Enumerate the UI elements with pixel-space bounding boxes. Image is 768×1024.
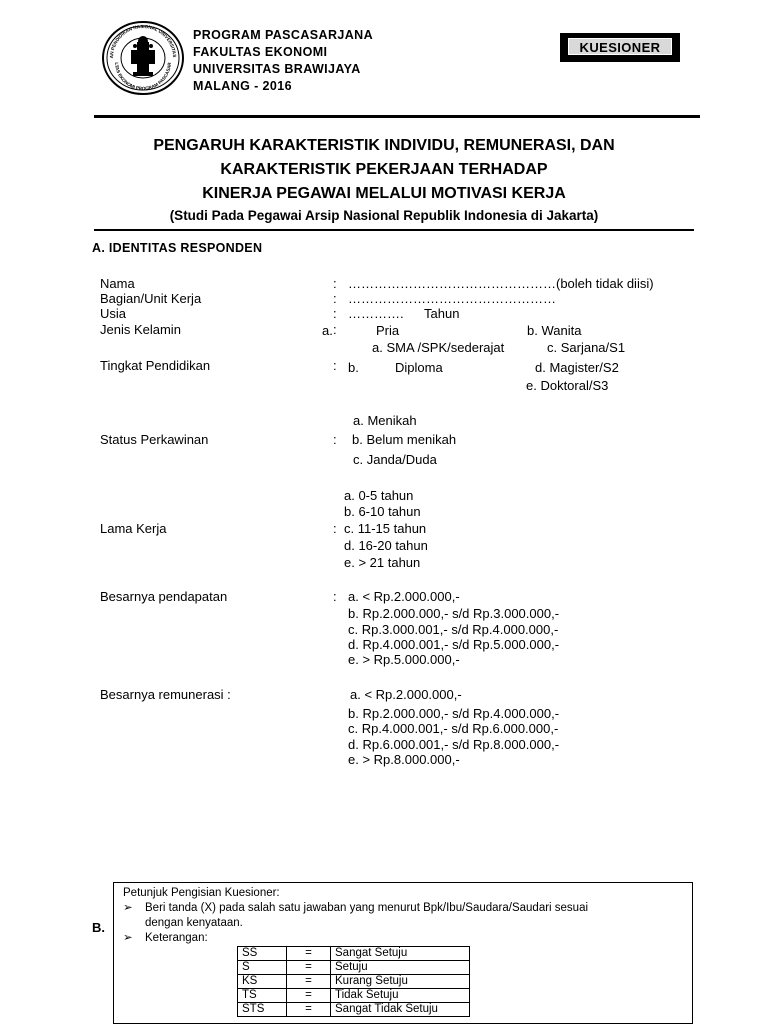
option-wanita[interactable]: b. Wanita bbox=[527, 323, 582, 338]
option-menikah[interactable]: a. Menikah bbox=[353, 413, 417, 428]
bullet-arrow-icon: ➢ bbox=[123, 932, 133, 944]
university-logo bbox=[101, 20, 185, 96]
instruction-line: dengan kenyataan. bbox=[145, 917, 243, 929]
nama-label: Nama bbox=[100, 276, 135, 291]
pendapatan-label: Besarnya pendapatan bbox=[100, 589, 228, 604]
colon: : bbox=[333, 322, 337, 337]
petunjuk-title: Petunjuk Pengisian Kuesioner: bbox=[123, 887, 280, 899]
scale-desc: Sangat Tidak Setuju bbox=[331, 1003, 470, 1017]
option-pria[interactable]: Pria bbox=[376, 323, 400, 338]
option-remunerasi[interactable]: e. > Rp.8.000.000,- bbox=[348, 752, 460, 767]
institution-block bbox=[193, 27, 373, 95]
colon: : bbox=[333, 276, 337, 291]
option-magister[interactable]: d. Magister/S2 bbox=[535, 360, 619, 375]
lama-kerja-label: Lama Kerja bbox=[100, 521, 167, 536]
option-belum-menikah[interactable]: b. Belum menikah bbox=[352, 432, 457, 447]
option-pendapatan[interactable]: c. Rp.3.000.001,- s/d Rp.4.000.000,- bbox=[348, 622, 559, 637]
option-lama-kerja[interactable]: c. 11-15 tahun bbox=[344, 521, 427, 536]
option-marker: b. bbox=[348, 360, 359, 375]
perkawinan-label: Status Perkawinan bbox=[100, 432, 209, 447]
scale-desc: Tidak Setuju bbox=[331, 989, 470, 1003]
logo-text-bottom: LTAS EKONOMI PROGRAM PASCASAR bbox=[113, 62, 173, 92]
pendidikan-label: Tingkat Pendidikan bbox=[100, 358, 211, 373]
scale-eq: = bbox=[287, 961, 331, 975]
option-doktoral[interactable]: e. Doktoral/S3 bbox=[526, 378, 609, 393]
option-remunerasi[interactable]: b. Rp.2.000.000,- s/d Rp.4.000.000,- bbox=[348, 706, 560, 721]
subtitle: (Studi Pada Pegawai Arsip Nasional Republik Indonesia di Jakarta) bbox=[169, 208, 599, 223]
table-row bbox=[238, 1003, 470, 1017]
instruction-line: Beri tanda (X) pada salah satu jawaban yang menurut Bpk/Ibu/Saudara/Saudari sesuai bbox=[145, 902, 589, 914]
scale-eq: = bbox=[287, 1003, 331, 1017]
option-lama-kerja[interactable]: a. 0-5 tahun bbox=[344, 488, 414, 503]
bagian-field[interactable]: ………………………………………… bbox=[348, 291, 556, 306]
option-pendapatan[interactable]: e. > Rp.5.000.000,- bbox=[348, 652, 460, 667]
option-lama-kerja[interactable]: d. 16-20 tahun bbox=[344, 538, 428, 553]
option-remunerasi[interactable]: c. Rp.4.000.001,- s/d Rp.6.000.000,- bbox=[348, 721, 559, 736]
institution-line: FAKULTAS EKONOMI bbox=[193, 45, 328, 59]
nama-field[interactable]: …………………………………………(boleh tidak diisi) bbox=[348, 276, 654, 291]
table-row bbox=[238, 989, 470, 1003]
table-row bbox=[238, 975, 470, 989]
colon: : bbox=[333, 358, 337, 373]
title-line: KARAKTERISTIK PEKERJAAN TERHADAP bbox=[220, 161, 548, 178]
table-row bbox=[238, 961, 470, 975]
option-sma[interactable]: a. SMA /SPK/sederajat bbox=[372, 340, 505, 355]
option-remunerasi[interactable]: d. Rp.6.000.001,- s/d Rp.8.000.000,- bbox=[348, 737, 560, 752]
scale-legend-table bbox=[237, 946, 470, 1017]
scale-eq: = bbox=[287, 947, 331, 961]
usia-label: Usia bbox=[100, 306, 127, 321]
option-janda-duda[interactable]: c. Janda/Duda bbox=[353, 452, 437, 467]
option-pendapatan[interactable]: b. Rp.2.000.000,- s/d Rp.3.000.000,- bbox=[348, 606, 560, 621]
institution-line: UNIVERSITAS BRAWIJAYA bbox=[193, 62, 361, 76]
scale-code: SS bbox=[238, 947, 287, 961]
bullet-arrow-icon: ➢ bbox=[123, 902, 133, 914]
logo-text-top: AN PENDIDIKAN NASIONAL UNIVERSITAS bbox=[108, 23, 178, 59]
institution-line: MALANG - 2016 bbox=[193, 79, 292, 93]
usia-field[interactable]: …………. bbox=[348, 306, 404, 321]
option-diploma[interactable]: Diploma bbox=[395, 360, 443, 375]
colon: : bbox=[333, 432, 337, 447]
option-lama-kerja[interactable]: e. > 21 tahun bbox=[344, 555, 421, 570]
scale-code: S bbox=[238, 961, 287, 975]
scale-code: STS bbox=[238, 1003, 287, 1017]
colon: : bbox=[333, 291, 337, 306]
header-divider bbox=[94, 115, 700, 118]
colon: : bbox=[333, 306, 337, 321]
title-line: PENGARUH KARAKTERISTIK INDIVIDU, REMUNERASI, DAN bbox=[153, 137, 615, 154]
option-marker: a. bbox=[322, 323, 333, 338]
title-line: KINERJA PEGAWAI MELALUI MOTIVASI KERJA bbox=[202, 185, 566, 202]
bagian-label: Bagian/Unit Kerja bbox=[100, 291, 202, 306]
option-sarjana[interactable]: c. Sarjana/S1 bbox=[547, 340, 626, 355]
jenis-kelamin-label: Jenis Kelamin bbox=[100, 322, 181, 337]
scale-desc: Kurang Setuju bbox=[331, 975, 470, 989]
keterangan-label: Keterangan: bbox=[145, 932, 208, 944]
option-pendapatan[interactable]: d. Rp.4.000.001,- s/d Rp.5.000.000,- bbox=[348, 637, 560, 652]
colon: : bbox=[333, 589, 337, 604]
option-lama-kerja[interactable]: b. 6-10 tahun bbox=[344, 504, 421, 519]
table-row bbox=[238, 947, 470, 961]
option-remunerasi[interactable]: a. < Rp.2.000.000,- bbox=[350, 687, 462, 702]
colon: : bbox=[333, 521, 337, 536]
usia-unit: Tahun bbox=[424, 306, 460, 321]
section-a-heading: A. IDENTITAS RESPONDEN bbox=[92, 241, 263, 255]
scale-code: KS bbox=[238, 975, 287, 989]
kuesioner-badge-label: KUESIONER bbox=[568, 38, 672, 55]
option-pendapatan[interactable]: a. < Rp.2.000.000,- bbox=[348, 589, 460, 604]
scale-code: TS bbox=[238, 989, 287, 1003]
remunerasi-label: Besarnya remunerasi : bbox=[100, 687, 231, 702]
scale-desc: Setuju bbox=[331, 961, 470, 975]
title-divider bbox=[94, 229, 694, 231]
kuesioner-badge bbox=[560, 33, 680, 62]
scale-desc: Sangat Setuju bbox=[331, 947, 470, 961]
scale-eq: = bbox=[287, 975, 331, 989]
institution-line: PROGRAM PASCASARJANA bbox=[193, 28, 374, 42]
scale-eq: = bbox=[287, 989, 331, 1003]
section-b-marker: B. bbox=[92, 920, 105, 935]
